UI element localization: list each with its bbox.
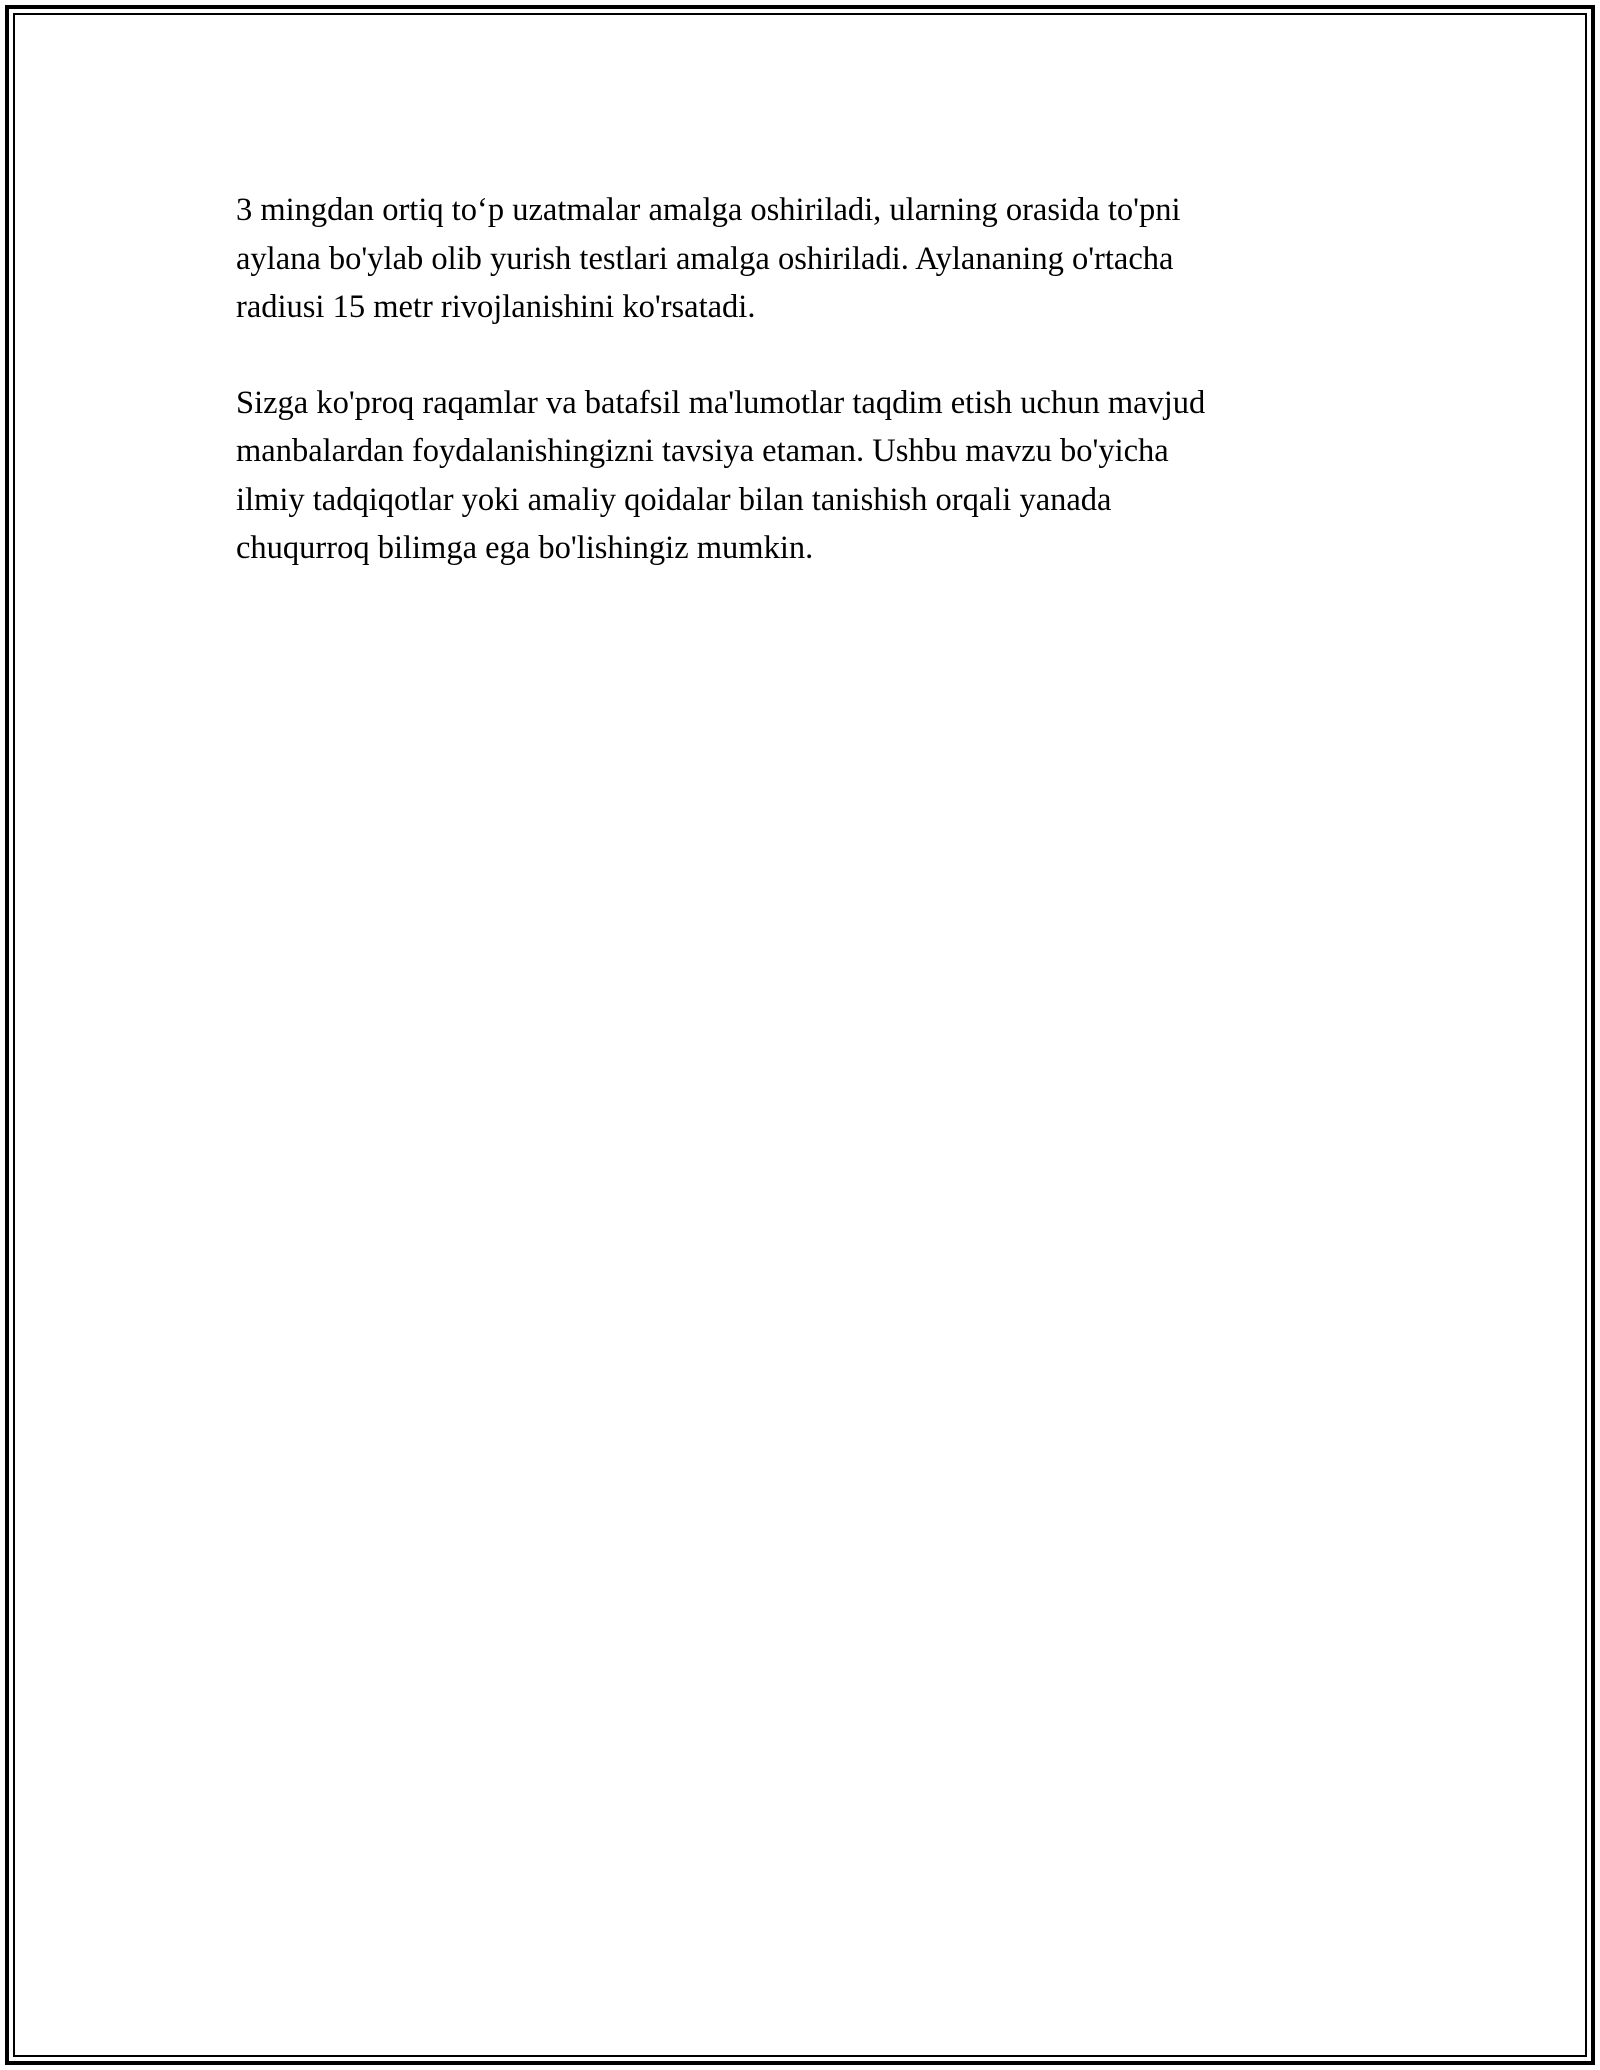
paragraph-1: 3 mingdan ortiq to‘p uzatmalar amalga oshiriladi, ularning orasida to'pni aylana bo'ylab olib yurish testlari amalga oshiriladi. Aylananing o'rtacha radiusi 15 metr rivojlanishini ko'rsatadi. [236, 192, 1181, 325]
document-body [236, 186, 1376, 573]
paragraph-2: Sizga ko'proq raqamlar va batafsil ma'lumotlar taqdim etish uchun mavjud manbalardan foydalanishingizni tavsiya etaman. Ushbu mavzu bo'yicha ilmiy tadqiqotlar yoki amaliy qoidalar bilan tanishish orqali yanada chuqurroq bilimga ega bo'lishingiz mumkin. [236, 384, 1206, 566]
